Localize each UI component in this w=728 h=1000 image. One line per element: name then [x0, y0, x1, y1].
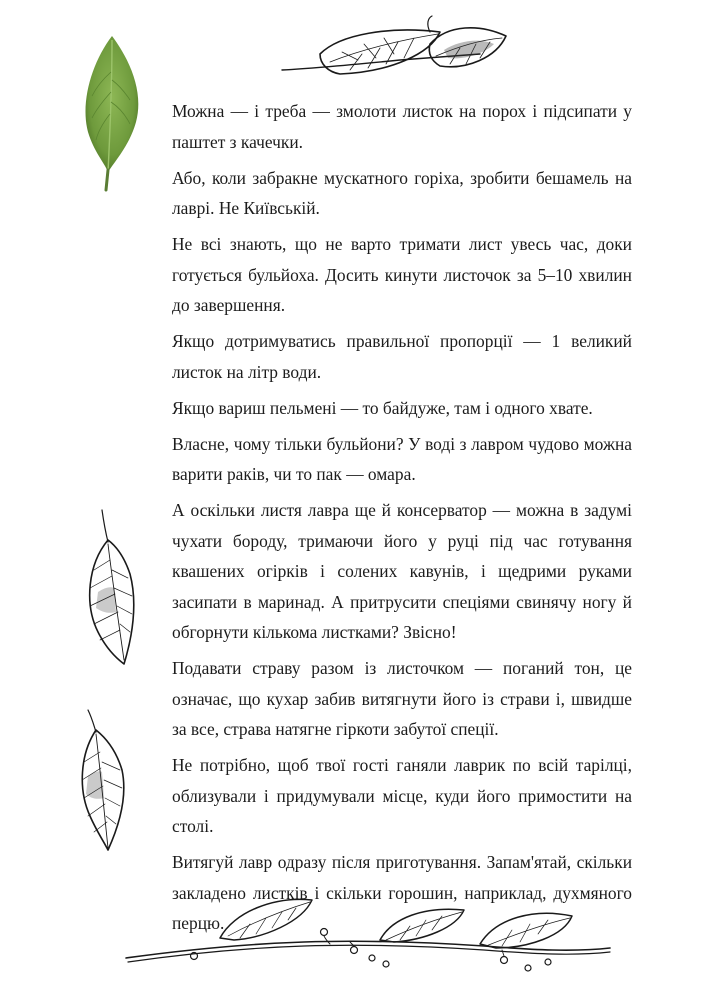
paragraph: Можна — і треба — змолоти листок на порох і підсипати у паштет з качечки.	[172, 101, 632, 152]
paragraph: Не потрібно, щоб твої гості ганяли лаврик по всій тарілці, облизували і придумували місце, куди його примостити на столі.	[172, 755, 632, 836]
paragraph: Не всі знають, що не варто тримати лист увесь час, доки готується бульйоха. Досить кинути листочок за 5–10 хвилин до завершення.	[172, 234, 632, 315]
paragraph: Власне, чому тільки бульйони? У воді з лавром чудово можна варити раків, чи то пак — омара.	[172, 433, 632, 484]
paragraph: Якщо дотримуватись правильної пропорції — 1 великий листок на літр води.	[172, 331, 632, 382]
top-leaves-sketch-icon	[280, 14, 520, 94]
paragraph: А оскільки листя лавра ще й консерватор — можна в задумі чухати бороду, тримаючи його у руці під час готування квашених огірків і солених кавунів, і щедрими руками засипати в маринад. А притрусити спеціями свинячу ногу й обгорнути кількома листками? Звісно!	[172, 500, 632, 642]
left-leaf-sketch-icon-2	[74, 706, 134, 856]
paragraph: Якщо вариш пельмені — то байдуже, там і одного хвате.	[172, 397, 593, 418]
green-leaf-icon	[78, 32, 148, 192]
article-text	[172, 96, 632, 944]
paragraph: Подавати страву разом із листочком — поганий тон, це означає, що кухар забив витягнути його із страви і, швидше за все, страва натягне гіркоти забутої спеції.	[172, 658, 632, 739]
left-leaf-sketch-icon	[80, 508, 140, 668]
paragraph: Або, коли забракне мускатного горіха, зробити бешамель на лаврі. Не Київській.	[172, 167, 632, 218]
paragraph: Витягуй лавр одразу після приготування. Запам'ятай, скільки закладено листків і скільки горошин, наприклад, духмяного перцю.	[172, 852, 632, 933]
